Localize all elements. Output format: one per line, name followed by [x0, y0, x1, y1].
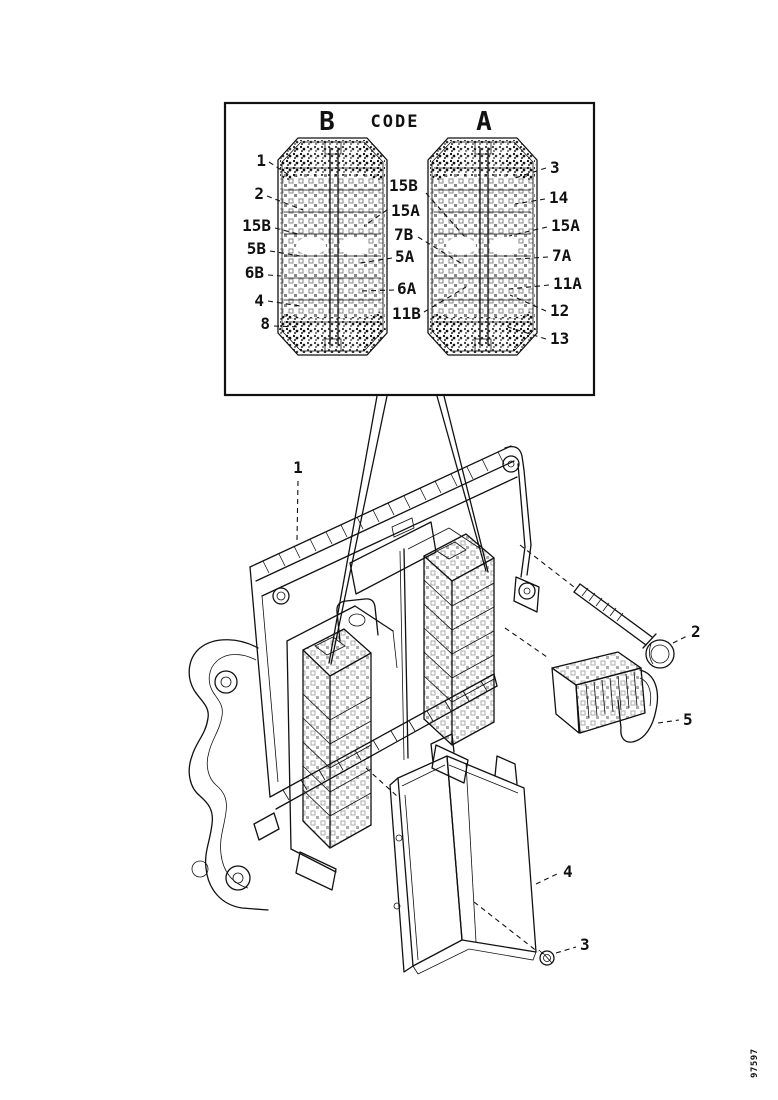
inset-label-connector-a: A [476, 107, 492, 137]
pin-callout: 6A [397, 279, 417, 298]
pin-callout: 5B [246, 239, 266, 258]
connector-a-face [428, 138, 537, 355]
drawing-number: 97597 [750, 1048, 760, 1078]
pin-callout: 6B [244, 263, 264, 282]
pin-callout: 15B [389, 176, 418, 195]
connector-b-face [278, 138, 387, 355]
inset-label-code: CODE [370, 112, 420, 132]
left-bracket [189, 640, 268, 910]
part-callout-cover: 4 [563, 862, 573, 881]
screw-part [539, 950, 554, 965]
pin-callout: 4 [254, 291, 264, 310]
pin-callout: 15B [242, 216, 271, 235]
pin-callout: 13 [550, 329, 570, 348]
pin-callout: 7B [394, 225, 414, 244]
inset-label-connector-b: B [319, 107, 335, 137]
pin-callout: 14 [549, 188, 569, 207]
part-callout-bolt: 2 [691, 622, 701, 641]
pin-callout: 7A [552, 246, 572, 265]
cover-part [390, 734, 536, 974]
pin-callout: 2 [254, 184, 264, 203]
bolt-threads [582, 588, 623, 621]
lock-part [552, 652, 657, 742]
pin-callout: 3 [550, 158, 560, 177]
pin-callout: 5A [395, 247, 415, 266]
pin-callout: 11B [392, 304, 421, 323]
ecu-assembly [189, 396, 700, 974]
pin-callout: 11A [553, 274, 582, 293]
pin-callout: 15A [551, 216, 580, 235]
connector-stack-b [287, 606, 397, 872]
pin-callout: 15A [391, 201, 420, 220]
pinout-inset [225, 103, 594, 395]
part-callout-screw: 3 [580, 935, 590, 954]
pin-callout: 1 [256, 151, 266, 170]
ecu-plate [250, 446, 539, 890]
part-callout-lock: 5 [683, 710, 693, 729]
part-callout-ecu: 1 [293, 458, 303, 477]
pin-callout: 8 [260, 314, 270, 333]
pin-callout: 12 [550, 301, 570, 320]
